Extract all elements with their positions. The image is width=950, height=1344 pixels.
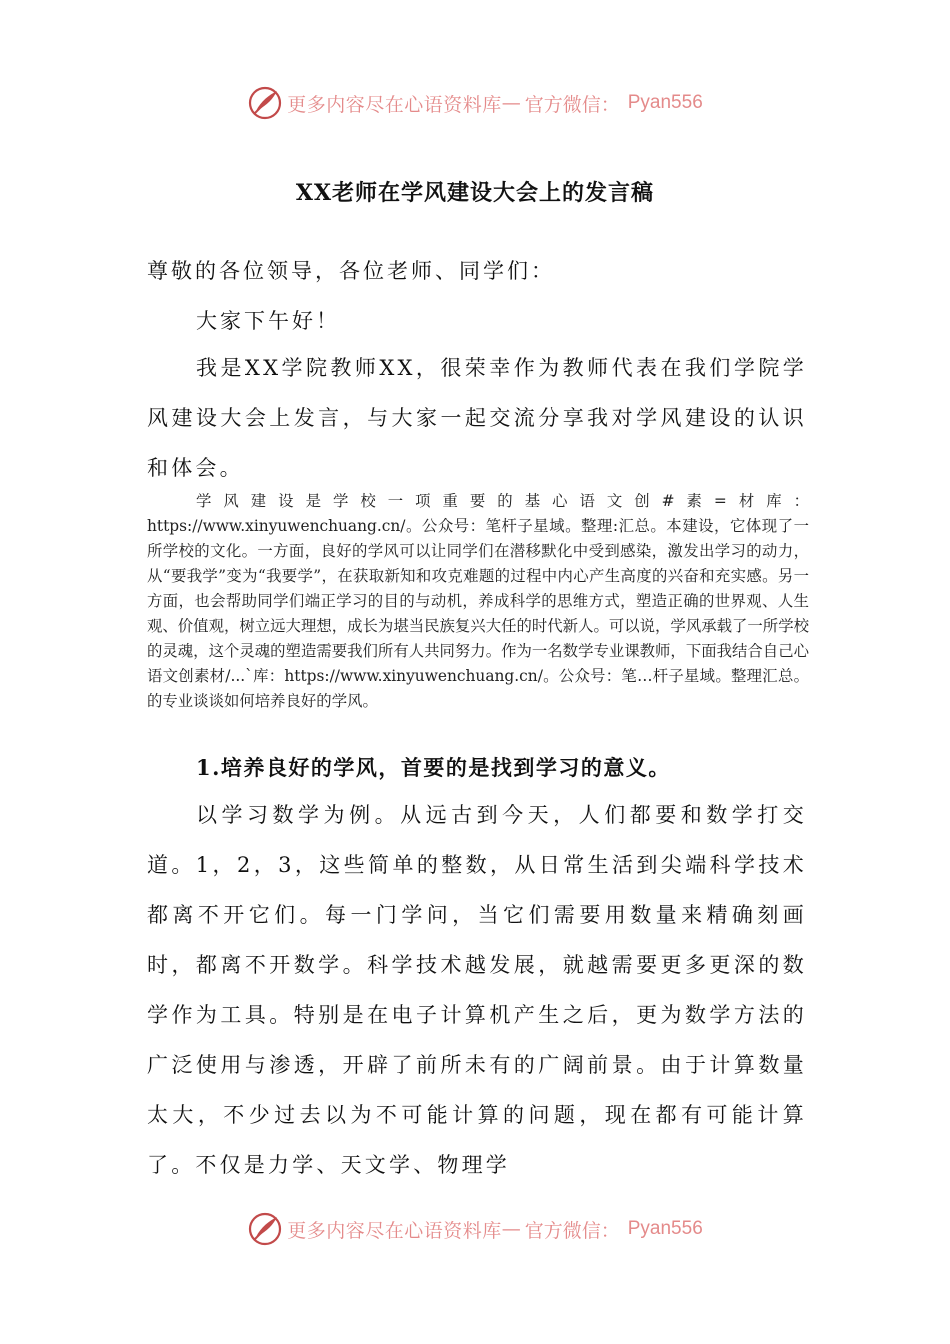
section-heading: 1.培养良好的学风，首要的是找到学习的意义。 <box>196 755 671 780</box>
banner-text: 更多内容尽在心语资料库 <box>287 1219 502 1242</box>
banner-separator: — <box>501 1218 521 1240</box>
banner-separator: — <box>501 92 521 114</box>
section-paragraph: 以学习数学为例。从远古到今天，人们都要和数学打交道。1，2，3，这些简单的整数，从日常生活到尖端科学技术都离不开它们。每一门学问，当它们需要用数量来精确刻画时，都离不开数学。科学技术越发展，就越需要更多更深的数学作为工具。特别是在电子计算机产生之后，更为数学方法的广泛使用与渗透，开辟了前所未有的广阔前景。由于计算数量太大，不少过去以为不可能计算的问题，现在都有可能计算了。不仅是力学、天文学、物理学 <box>147 803 807 1177</box>
banner-wechat-label: 官方微信： <box>524 1219 620 1242</box>
page-title: XX老师在学风建设大会上的发言稿 <box>295 180 655 206</box>
banner-wechat-id: Pyan556 <box>627 1218 703 1239</box>
greeting: 大家下午好！ <box>196 309 340 333</box>
banner-wechat-id: Pyan556 <box>627 92 703 113</box>
quill-pen-logo-icon <box>247 1211 283 1247</box>
header-banner <box>0 78 950 128</box>
banner-text: 更多内容尽在心语资料库 <box>287 93 502 116</box>
footer-banner <box>0 1204 950 1254</box>
salutation: 尊敬的各位领导，各位老师、同学们： <box>147 259 555 283</box>
quill-pen-logo-icon <box>247 85 283 121</box>
body-paragraph-small: 学风建设是学校一项重要的基心语文创#素=材库：https://www.xinyuwenchuang.cn/。公众号：笔杆子星域。整理:汇总。本建设，它体现了一所学校的文化。一方面，良好的学风可以让同学们在潜移默化中受到感染，激发出学习的动力，从“要我学”变为“我要学”，在获取新知和攻克难题的过程中内心产生高度的兴奋和充实感。另一方面，也会帮助同学们端正学习的目的与动机，养成科学的思维方式，塑造正确的世界观、人生观、价值观，树立远大理想，成长为堪当民族复兴大任的时代新人。可以说，学风承载了一所学校的灵魂，这个灵魂的塑造需要我们所有人共同努力。作为一名数学专业课教师，下面我结合自己心语文创素材/...`库：https://www.xinyuwenchuang.cn/。公众号：笔…杆子星域。整理汇总。的专业谈谈如何培养良好的学风。 <box>147 492 809 710</box>
intro-paragraph: 我是XX学院教师XX，很荣幸作为教师代表在我们学院学风建设大会上发言，与大家一起交流分享我对学风建设的认识和体会。 <box>147 356 807 480</box>
banner-wechat-label: 官方微信： <box>524 93 620 116</box>
